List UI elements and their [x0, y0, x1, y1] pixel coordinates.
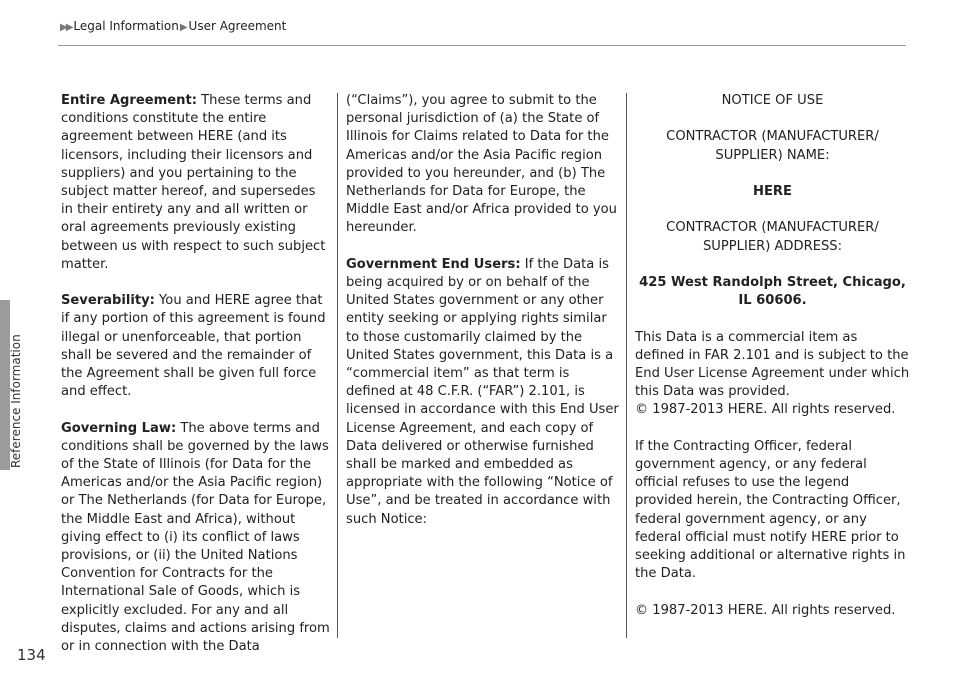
severability-text: You and HERE agree that if any portion of this agreement is found illegal or unenforceable, that portion shall be severed and the remainder of the Agreement shall be given full force and effect.	[61, 293, 326, 400]
column-divider-1	[337, 93, 338, 638]
contractor-name: HERE	[753, 183, 792, 199]
breadcrumb	[60, 19, 286, 33]
severability-paragraph	[61, 292, 331, 401]
government-end-users-paragraph	[346, 256, 621, 529]
entire-agreement-text: These terms and conditions constitute the entire agreement between HERE (and its licensors, including their licensors and suppliers) and you pertaining to the subject matter hereof, and supersedes in their entirety any and all written or oral agreements previously existing between us with respect to such subject matter.	[61, 93, 326, 272]
entire-agreement-heading: Entire Agreement:	[61, 93, 197, 108]
notice-of-use-title: NOTICE OF USE	[721, 93, 824, 108]
copyright-line-2: © 1987-2013 HERE. All rights reserved.	[635, 602, 896, 618]
section-label	[9, 328, 25, 468]
double-arrow-icon: ▶▶	[60, 22, 72, 33]
commercial-item-paragraph: This Data is a commercial item as defined in FAR 2.101 and is subject to the End User License Agreement under which this Data was provided.	[635, 329, 910, 400]
column-3	[635, 92, 910, 638]
column-1	[61, 92, 331, 674]
governing-law-paragraph	[61, 420, 331, 657]
page-number: 134	[17, 646, 46, 664]
arrow-icon: ▶	[179, 22, 188, 33]
entire-agreement-paragraph	[61, 92, 331, 274]
governing-law-text: The above terms and conditions shall be governed by the laws of the State of Illinois (for Data for the Americas and/or the Asia Pacific region) or The Netherlands (for Data for Europe, the Middle East and Africa), without giving effect to (i) its conflict of laws provisions, or (ii) the United Nations Convention for Contracts for the International Sale of Goods, which is explicitly excluded. For any and all disputes, claims and actions arising from or in connection with the Data	[61, 420, 330, 655]
header-divider	[58, 45, 906, 46]
contracting-officer-paragraph: If the Contracting Officer, federal government agency, or any federal official refuses to use the legend provided herein, the Contracting Officer, federal government agency, or any federal official must notify HERE prior to seeking additional or alternative rights in the Data.	[635, 438, 906, 582]
claims-paragraph: (“Claims”), you agree to submit to the personal jurisdiction of (a) the State of Illinois for Claims related to Data for the Americas and/or the Asia Pacific region provided to you hereunder, and (b) The Netherlands for Data for Europe, the Middle East and/or Africa provided to you hereunder.	[346, 93, 617, 236]
column-divider-2	[626, 93, 627, 638]
contractor-address-label: CONTRACTOR (MANUFACTURER/ SUPPLIER) ADDRESS:	[666, 220, 879, 254]
governing-law-heading: Governing Law:	[61, 420, 177, 436]
severability-heading: Severability:	[61, 293, 155, 309]
government-end-users-text: If the Data is being acquired by or on behalf of the United States government or any other entity seeking or applying rights similar to those customarily claimed by the United States government, this Data is a “commercial item” as that term is defined at 48 C.F.R. (“FAR”) 2.101, is licensed in accordance with this End User License Agreement, and each copy of Data delivered or otherwise furnished shall be marked and embedded as appropriate with the following “Notice of Use”, and be treated in accordance with such Notice:	[346, 256, 619, 527]
contractor-address: 425 West Randolph Street, Chicago, IL 60606.	[639, 274, 906, 309]
breadcrumb-legal-information[interactable]: Legal Information	[73, 19, 179, 33]
contractor-name-label: CONTRACTOR (MANUFACTURER/ SUPPLIER) NAME:	[666, 129, 879, 163]
government-end-users-heading: Government End Users:	[346, 256, 521, 272]
copyright-line-1: © 1987-2013 HERE. All rights reserved.	[635, 402, 896, 418]
column-2	[346, 92, 621, 547]
breadcrumb-user-agreement[interactable]: User Agreement	[188, 19, 287, 33]
section-label-text: Reference Information	[9, 334, 23, 468]
